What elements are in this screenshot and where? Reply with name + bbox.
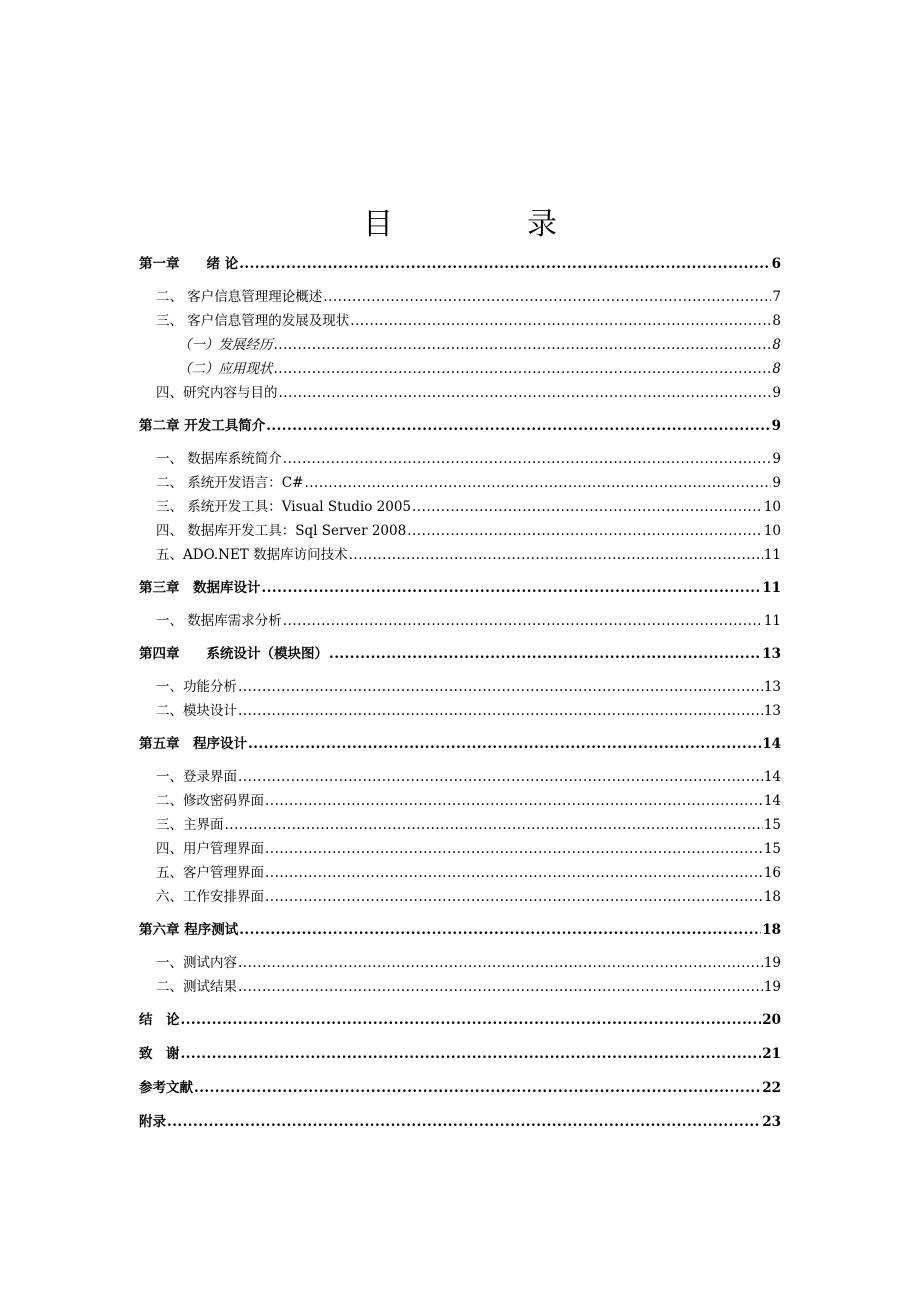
- toc-dot-leader: [329, 642, 761, 667]
- toc-dot-leader: [238, 975, 763, 999]
- toc-entry-label: 一、功能分析: [156, 679, 237, 695]
- toc-entry-label: 参考文献: [139, 1080, 193, 1096]
- toc-dot-leader: [323, 285, 771, 309]
- toc-section-entry[interactable]: [139, 789, 781, 813]
- toc-dot-leader: [225, 813, 763, 837]
- toc-page-number: 20: [762, 1012, 781, 1028]
- toc-section-entry[interactable]: [139, 519, 781, 543]
- toc-entry-label: 致 谢: [139, 1046, 180, 1062]
- toc-page-number: 13: [763, 703, 781, 719]
- toc-section-entry[interactable]: [139, 699, 781, 723]
- toc-dot-leader: [266, 414, 770, 439]
- toc-dot-leader: [304, 471, 771, 495]
- toc-page-number: 19: [763, 979, 781, 995]
- toc-page-number: 14: [762, 736, 781, 752]
- toc-dot-leader: [181, 1042, 762, 1067]
- toc-page-number: 18: [762, 922, 781, 938]
- toc-dot-leader: [283, 609, 763, 633]
- toc-section-entry[interactable]: [139, 975, 781, 999]
- toc-page-number: 10: [763, 499, 781, 515]
- toc-entry-label: 一、登录界面: [156, 769, 237, 785]
- toc-entry-label: 二、模块设计: [156, 703, 237, 719]
- toc-entry-label: 第五章 程序设计: [139, 736, 247, 752]
- toc-dot-leader: [239, 252, 770, 277]
- toc-page-number: 13: [762, 646, 781, 662]
- toc-entry-label: 一、 数据库系统简介: [156, 451, 282, 467]
- toc-page-number: 22: [762, 1080, 781, 1096]
- toc-page-number: 9: [772, 451, 781, 467]
- toc-chapter-entry[interactable]: [139, 252, 781, 277]
- toc-entry-label: 四、 数据库开发工具：Sql Server 2008: [156, 523, 407, 539]
- toc-entry-label: 四、用户管理界面: [156, 841, 264, 857]
- toc-section-entry[interactable]: [139, 495, 781, 519]
- toc-entry-label: 第六章 程序测试: [139, 922, 239, 938]
- toc-page-number: 9: [772, 385, 781, 401]
- toc-section-entry[interactable]: [139, 675, 781, 699]
- toc-section-entry[interactable]: [139, 951, 781, 975]
- toc-dot-leader: [167, 1110, 761, 1135]
- toc-entry-label: 五、ADO.NET 数据库访问技术: [156, 547, 348, 563]
- toc-page-number: 10: [763, 523, 781, 539]
- toc-entry-label: 三、 客户信息管理的发展及现状: [156, 313, 350, 329]
- toc-chapter-entry[interactable]: [139, 918, 781, 943]
- toc-dot-leader: [412, 495, 763, 519]
- toc-section-entry[interactable]: [139, 861, 781, 885]
- toc-dot-leader: [350, 309, 771, 333]
- toc-dot-leader: [238, 951, 763, 975]
- toc-page-number: 21: [762, 1046, 781, 1062]
- toc-dot-leader: [283, 447, 772, 471]
- toc-page-number: 19: [763, 955, 781, 971]
- toc-dot-leader: [194, 1076, 761, 1101]
- toc-dot-leader: [238, 765, 763, 789]
- toc-page-number: 8: [772, 337, 781, 353]
- toc-chapter-entry[interactable]: [139, 1110, 781, 1135]
- toc-chapter-entry[interactable]: [139, 1008, 781, 1033]
- toc-page-number: 11: [762, 580, 781, 596]
- toc-page-number: 11: [763, 613, 781, 629]
- toc-entry-label: 第四章 系统设计（模块图）: [139, 646, 328, 662]
- toc-dot-leader: [265, 861, 763, 885]
- toc-page-number: 23: [762, 1114, 781, 1130]
- toc-section-entry[interactable]: [139, 447, 781, 471]
- toc-section-entry[interactable]: [139, 381, 781, 405]
- toc-entry-label: 第三章 数据库设计: [139, 580, 261, 596]
- toc-entry-label: 二、 客户信息管理理论概述: [156, 289, 323, 305]
- toc-entry-label: （一）发展经历: [178, 337, 273, 353]
- toc-dot-leader: [248, 732, 761, 757]
- toc-dot-leader: [265, 789, 763, 813]
- toc-entry-label: 三、主界面: [156, 817, 224, 833]
- toc-entry-label: 附录: [139, 1114, 166, 1130]
- toc-dot-leader: [239, 918, 761, 943]
- toc-chapter-entry[interactable]: [139, 1076, 781, 1101]
- toc-dot-leader: [238, 675, 763, 699]
- toc-entry-label: 一、测试内容: [156, 955, 237, 971]
- toc-chapter-entry[interactable]: [139, 732, 781, 757]
- toc-page-number: 8: [772, 361, 781, 377]
- toc-page-number: 11: [763, 547, 781, 563]
- toc-section-entry[interactable]: [139, 813, 781, 837]
- toc-page-number: 6: [771, 256, 781, 272]
- page-title: 目 录: [363, 207, 609, 242]
- toc-entry-label: 第二章 开发工具简介: [139, 418, 266, 434]
- toc-chapter-entry[interactable]: [139, 414, 781, 439]
- table-of-contents: [139, 252, 781, 1135]
- toc-page-number: 15: [763, 841, 781, 857]
- toc-section-entry[interactable]: [139, 543, 781, 567]
- toc-entry-label: 二、测试结果: [156, 979, 237, 995]
- toc-chapter-entry[interactable]: [139, 642, 781, 667]
- toc-section-entry[interactable]: [139, 309, 781, 333]
- toc-section-entry[interactable]: [139, 285, 781, 309]
- toc-entry-label: 第一章 绪 论: [139, 256, 239, 272]
- toc-section-entry[interactable]: [139, 765, 781, 789]
- toc-entry-label: 三、 系统开发工具：Visual Studio 2005: [156, 499, 412, 515]
- toc-chapter-entry[interactable]: [139, 1042, 781, 1067]
- toc-dot-leader: [238, 699, 763, 723]
- toc-dot-leader: [274, 333, 772, 357]
- toc-dot-leader: [349, 543, 763, 567]
- toc-dot-leader: [407, 519, 763, 543]
- toc-entry-label: 五、客户管理界面: [156, 865, 264, 881]
- toc-entry-label: 结 论: [139, 1012, 180, 1028]
- toc-subsection-entry[interactable]: [139, 357, 781, 381]
- toc-section-entry[interactable]: [139, 885, 781, 909]
- toc-page-number: 7: [772, 289, 781, 305]
- toc-dot-leader: [274, 357, 772, 381]
- toc-entry-label: 二、 系统开发语言：C#: [156, 475, 304, 491]
- toc-section-entry[interactable]: [139, 471, 781, 495]
- toc-section-entry[interactable]: [139, 837, 781, 861]
- toc-chapter-entry[interactable]: [139, 576, 781, 601]
- toc-subsection-entry[interactable]: [139, 333, 781, 357]
- toc-dot-leader: [265, 837, 763, 861]
- toc-entry-label: （二）应用现状: [178, 361, 273, 377]
- toc-dot-leader: [265, 885, 763, 909]
- toc-entry-label: 六、工作安排界面: [156, 889, 264, 905]
- toc-page-number: 16: [763, 865, 781, 881]
- toc-section-entry[interactable]: [139, 609, 781, 633]
- toc-entry-label: 一、 数据库需求分析: [156, 613, 282, 629]
- toc-page-number: 13: [763, 679, 781, 695]
- toc-entry-label: 二、修改密码界面: [156, 793, 264, 809]
- toc-page-number: 9: [772, 475, 781, 491]
- toc-page-number: 8: [772, 313, 781, 329]
- toc-page-number: 14: [763, 793, 781, 809]
- toc-dot-leader: [181, 1008, 762, 1033]
- toc-dot-leader: [262, 576, 762, 601]
- toc-dot-leader: [279, 381, 772, 405]
- toc-entry-label: 四、研究内容与目的: [156, 385, 278, 401]
- toc-page-number: 18: [763, 889, 781, 905]
- toc-page-number: 14: [763, 769, 781, 785]
- toc-page-number: 9: [771, 418, 781, 434]
- toc-page-number: 15: [763, 817, 781, 833]
